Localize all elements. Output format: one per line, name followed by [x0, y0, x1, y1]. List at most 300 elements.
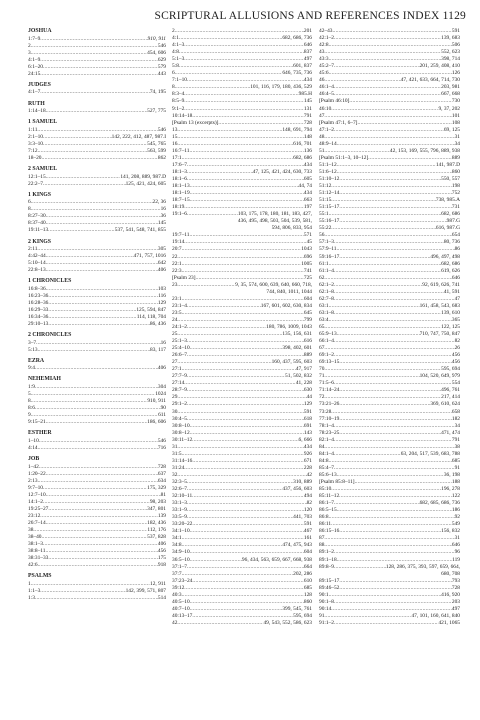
scripture-reference: 5:10–14 [28, 260, 46, 267]
page-references: 716 [157, 445, 166, 451]
index-entry [172, 620, 312, 627]
scripture-reference: 51:15–17 [319, 204, 340, 211]
page-references: 74, 195 [149, 89, 166, 96]
scripture-reference: 19:11–13 [28, 227, 49, 234]
dot-leader [329, 261, 442, 268]
dot-leader [331, 606, 452, 613]
index-entry [172, 204, 312, 211]
page-references: 658 [451, 408, 460, 415]
index-entry [319, 42, 460, 49]
book-heading: 1 KINGS [28, 191, 52, 198]
index-entry [172, 303, 312, 310]
index-entry [172, 324, 312, 331]
scripture-reference: 40:13–17 [172, 612, 193, 619]
scripture-reference: 12:1–15 [28, 173, 46, 180]
page-references: 22, 36 [152, 199, 166, 206]
scripture-reference: 40:5–10 [172, 598, 190, 605]
page-references: 671 [303, 457, 312, 464]
scripture-reference: 22 [172, 253, 178, 260]
page-references: 9, 35, 574, 600, 639, 640, 660, 718, [235, 281, 312, 288]
page-references: 51, 502, 832 [285, 373, 312, 380]
page-references: 188 [451, 479, 460, 485]
page-references: 579 [157, 63, 166, 70]
scripture-reference: 19:14 [172, 239, 185, 246]
page-references: 108 [451, 119, 460, 126]
index-entry [319, 120, 460, 127]
scripture-reference: 71:14–24 [319, 387, 340, 394]
scripture-reference: 91:1–2 [319, 619, 334, 626]
dot-leader [334, 91, 441, 98]
page-references: 197 [303, 204, 312, 211]
index-entry [172, 458, 312, 465]
dot-leader [334, 63, 420, 70]
index-entry [319, 486, 460, 493]
dot-leader [190, 190, 304, 197]
index-entry [28, 286, 166, 293]
scripture-reference: 42:8 [319, 42, 329, 49]
page-references: 369, 610, 624 [430, 401, 460, 408]
dot-leader [334, 549, 455, 556]
index-entry [172, 345, 312, 352]
index-entry [172, 352, 312, 359]
page-references: 571 [303, 232, 312, 239]
scripture-reference: 47:1–2 [319, 126, 334, 133]
dot-leader [46, 419, 147, 426]
page-references: 554 [451, 380, 460, 387]
scripture-reference: 43 [319, 49, 325, 56]
page-references: 434 [303, 443, 312, 450]
dot-leader [184, 42, 304, 49]
index-entry [319, 141, 460, 148]
page-references: 398, 402, 601 [282, 345, 312, 352]
page-references: 437, 456, 603 [282, 486, 312, 493]
scripture-reference: 48:9–14 [319, 140, 337, 147]
scripture-reference: 40:3 [172, 591, 182, 598]
page-references: 63, 204, 517, 539, 683, 788 [400, 450, 460, 457]
dot-leader [334, 500, 420, 507]
dot-leader [46, 520, 147, 527]
index-entry [319, 211, 460, 218]
dot-leader [336, 246, 454, 253]
dot-leader [334, 352, 452, 359]
scripture-reference: 65:9–13 [319, 331, 337, 338]
dot-leader [182, 542, 283, 549]
book-heading: JUDGES [28, 81, 51, 88]
scripture-reference: 30:8–12 [172, 429, 190, 436]
dot-leader [177, 444, 304, 451]
page-references: 103, 175, 178, 180, 181, 183, 427, [237, 211, 312, 218]
scripture-reference: 30:11–12 [172, 436, 193, 443]
page-references: 31 [454, 133, 460, 140]
scripture-reference: 8 [172, 84, 175, 91]
scripture-reference: 1:7–9 [28, 35, 41, 42]
dot-leader [182, 268, 304, 275]
scripture-reference: 23:1 [172, 295, 182, 302]
index-entry [172, 585, 312, 592]
page-references: 441, 703 [293, 514, 312, 521]
dot-leader [184, 239, 306, 246]
index-entry [172, 493, 312, 500]
dot-leader [35, 384, 158, 391]
index-entry [319, 373, 460, 380]
index-entry [172, 444, 312, 451]
index-entry [28, 64, 166, 71]
dot-leader [48, 293, 158, 300]
page-references: 496, 497, 498 [430, 253, 460, 260]
scripture-reference: 3 [28, 49, 31, 56]
page-references: 12, 911 [150, 580, 166, 587]
dot-leader [182, 296, 304, 303]
dot-leader [339, 430, 441, 437]
dot-leader [187, 162, 304, 169]
dot-leader [31, 412, 158, 419]
scripture-reference: 51:12–14 [319, 190, 340, 197]
page-references: 139, 610 [441, 309, 460, 316]
page-references: 646 [303, 42, 312, 49]
dot-leader [192, 437, 298, 444]
scripture-reference: 51:10–12 [319, 175, 340, 182]
dot-leader [177, 394, 306, 401]
dot-leader [190, 528, 304, 535]
scripture-reference: 63:1–8 [319, 309, 334, 316]
index-entry [319, 409, 460, 416]
book-heading: 2 SAMUEL [28, 165, 58, 172]
page-references: 637 [157, 470, 166, 477]
dot-leader [31, 581, 150, 588]
index-entry [319, 423, 460, 430]
page-references: 96, 434, 563, 659, 667, 668, 938 [241, 556, 312, 563]
dot-leader [324, 444, 454, 451]
page-references: 34 [454, 140, 460, 147]
index-entry [319, 465, 460, 472]
index-entry [172, 542, 312, 549]
page-references: 31 [454, 535, 460, 542]
index-entry [172, 500, 312, 507]
dot-leader [31, 43, 158, 50]
dot-leader [175, 70, 283, 77]
index-entry [319, 84, 460, 91]
dot-leader [190, 599, 304, 606]
scripture-reference: 34:1 [172, 535, 182, 542]
scripture-reference: 4:1–9 [28, 56, 41, 63]
dot-leader [189, 232, 303, 239]
index-entry [319, 359, 460, 366]
page-references: 604 [303, 295, 312, 302]
dot-leader [43, 541, 158, 548]
index-entry [319, 606, 460, 613]
index-entry [172, 507, 312, 514]
index-entry [319, 296, 460, 303]
page-references: 6, 666 [298, 436, 312, 443]
index-entry [28, 43, 166, 50]
scripture-reference: 31:5 [172, 450, 182, 457]
page-references: 406 [157, 541, 166, 548]
page-references: 142, 222, 412, 487, 987.I [111, 133, 166, 140]
scripture-reference: 85:6–13 [319, 471, 337, 478]
dot-leader [334, 268, 441, 275]
scripture-reference: 86:8 [319, 514, 329, 521]
index-entry [172, 528, 312, 535]
index-entry [319, 479, 460, 486]
scripture-reference: [Psalm 85:8–11] [319, 479, 355, 485]
index-columns [28, 28, 466, 712]
dot-leader [31, 398, 148, 405]
index-entry [172, 613, 312, 620]
dot-leader [196, 275, 304, 282]
page-references: 141, 208, 889, 987.D [120, 173, 166, 180]
scripture-reference: 31:14–16 [172, 457, 193, 464]
scripture-reference: 10:14–18 [172, 112, 193, 119]
scripture-reference: 2 [28, 42, 31, 49]
scripture-reference: 16:7–11 [172, 147, 190, 154]
index-entry [319, 317, 460, 324]
scripture-reference: 15 [172, 133, 178, 140]
scripture-reference: 89:46–52 [319, 584, 340, 591]
page-references: 889 [303, 352, 312, 359]
dot-leader [324, 77, 400, 84]
scripture-reference: 22:2–7 [28, 180, 43, 187]
dot-leader [332, 28, 451, 35]
page-references: 92 [454, 514, 460, 521]
index-entry [28, 527, 166, 534]
scripture-reference: 8:27–30 [28, 213, 46, 220]
index-entry [319, 239, 460, 246]
page-references: 120 [303, 507, 312, 514]
dot-leader [189, 148, 303, 155]
dot-leader [339, 578, 452, 585]
index-entry [172, 578, 312, 585]
page-references: 82 [306, 500, 312, 507]
page-references: 148, 691, 794 [282, 126, 312, 133]
scripture-reference: 1–10 [28, 437, 39, 444]
dot-leader [337, 472, 444, 479]
index-entry [172, 416, 312, 423]
page-references: 161, 458, 543, 683 [419, 302, 460, 309]
scripture-reference: 89:1–18 [319, 556, 337, 563]
index-entry [28, 227, 166, 234]
scripture-reference: 32 [172, 471, 178, 478]
page-references: 605 [303, 175, 312, 182]
dot-leader [184, 56, 304, 63]
page-references: 16 [160, 206, 166, 213]
page-references: 918 [157, 562, 166, 569]
scripture-reference: 8:6 [28, 405, 35, 412]
scripture-reference: 38 [28, 527, 34, 534]
scripture-reference: 3–7 [28, 339, 37, 346]
scripture-reference: 1 [28, 580, 31, 587]
scripture-reference: 31 [172, 443, 178, 450]
dot-leader [31, 391, 156, 398]
dot-leader [184, 380, 296, 387]
index-entry [172, 331, 312, 338]
index-entry [172, 282, 312, 289]
page-references: 201 [303, 28, 312, 34]
scripture-reference: 16:28–36 [28, 299, 49, 306]
scripture-reference: 20:7 [172, 246, 182, 253]
page-references: 83, 117 [150, 346, 166, 353]
index-entry [319, 578, 460, 585]
dot-leader [48, 300, 158, 307]
scripture-reference: 1:3 [28, 595, 35, 602]
page-references: 47, 917 [295, 366, 312, 373]
dot-leader [339, 416, 452, 423]
page-references: 434 [303, 190, 312, 197]
scripture-reference: 87 [319, 535, 325, 542]
scripture-reference: 59:16–17 [319, 253, 340, 260]
page-references: 128 [303, 591, 312, 598]
page-references: 471, 474 [441, 429, 460, 436]
page-references: 47, 125, 421, 424, 630, 733 [252, 168, 312, 175]
dot-leader [182, 451, 304, 458]
dot-leader [334, 599, 452, 606]
scripture-reference: 4:42–44 [28, 253, 46, 260]
index-entry [28, 108, 166, 115]
page-references: 175 [157, 555, 166, 562]
dot-leader [179, 63, 293, 70]
scripture-reference: 8 [28, 206, 31, 213]
page-references: 682, 686 [293, 154, 312, 161]
index-entry [28, 499, 166, 506]
page-references: 471, 757, 1016 [133, 253, 166, 260]
index-entry [28, 267, 166, 274]
scripture-reference: 26:6–7 [172, 352, 187, 359]
scripture-reference: 29 [172, 394, 178, 401]
index-entry [172, 141, 312, 148]
dot-leader [329, 56, 442, 63]
index-entry [28, 492, 166, 499]
dot-leader [329, 592, 442, 599]
dot-leader [218, 120, 304, 127]
index-entry [172, 63, 312, 70]
page-references: 497 [303, 56, 312, 63]
scripture-reference: 5 [28, 391, 31, 398]
index-entry [319, 394, 460, 401]
scripture-reference: 65 [319, 323, 325, 330]
dot-leader [182, 592, 304, 599]
dot-leader [334, 451, 401, 458]
scripture-reference: 84:1–4 [319, 450, 334, 457]
dot-leader [187, 401, 304, 408]
dot-leader [38, 148, 148, 155]
scripture-reference: 23:12 [28, 512, 41, 519]
page-references: 604 [303, 549, 312, 556]
index-entry [172, 373, 312, 380]
dot-leader [184, 465, 304, 472]
index-entry [319, 437, 460, 444]
index-entry-continuation: 680, 708 [441, 570, 460, 577]
index-entry [319, 225, 460, 232]
scripture-reference: 73:21–26 [319, 401, 340, 408]
index-entry [28, 445, 166, 452]
page-references: 985.H [298, 91, 312, 98]
dot-leader [324, 134, 454, 141]
index-entry [172, 183, 312, 190]
page-references: 591 [303, 408, 312, 415]
page-references: 728 [451, 584, 460, 591]
dot-leader [41, 534, 147, 541]
page-references: 1005 [301, 260, 312, 267]
dot-leader [324, 148, 390, 155]
scripture-reference: 91 [319, 612, 325, 619]
scripture-reference: 29:10–13 [28, 321, 49, 328]
dot-leader [38, 347, 150, 354]
scripture-reference: 2:1–10 [28, 133, 43, 140]
dot-leader [329, 317, 452, 324]
index-entry [319, 366, 460, 373]
dot-leader [324, 394, 441, 401]
index-entry [172, 106, 312, 113]
page-references: 145 [157, 220, 166, 227]
index-entry [319, 444, 460, 451]
page-references: 889 [451, 154, 460, 161]
index-entry [172, 113, 312, 120]
page-references: 139, 683 [441, 35, 460, 42]
book-heading: 2 CHRONICLES [28, 332, 72, 339]
index-entry [28, 260, 166, 267]
dot-leader [187, 500, 307, 507]
index-entry [28, 155, 166, 162]
scripture-reference: 3:3–10 [28, 140, 43, 147]
index-entry [28, 347, 166, 354]
page-references: 406 [157, 365, 166, 372]
scripture-reference: 42 [172, 619, 178, 626]
scripture-reference: 8:5–9 [172, 98, 185, 105]
dot-leader [175, 84, 251, 91]
index-entry [172, 77, 312, 84]
index-entry [319, 70, 460, 77]
dot-leader [334, 465, 455, 472]
scripture-reference: 37:23–24 [172, 577, 193, 584]
index-entry [172, 169, 312, 176]
scripture-reference: 67 [319, 345, 325, 352]
book-heading: EZRA [28, 357, 45, 364]
scripture-reference: 47 [319, 112, 325, 119]
index-entry [319, 592, 460, 599]
index-entry [28, 253, 166, 260]
scripture-reference: 18:19 [172, 204, 185, 211]
index-entry [28, 71, 166, 78]
page-references: 125, 594, 847 [136, 307, 166, 314]
page-references: 654 [451, 232, 460, 239]
scripture-reference: 38–40 [28, 534, 42, 541]
dot-leader [339, 190, 452, 197]
page-references: 630 [303, 387, 312, 394]
page-references: 667, 668 [441, 91, 460, 98]
index-entry [172, 296, 312, 303]
dot-leader [46, 286, 158, 293]
page-references: 595, 694 [441, 366, 460, 373]
dot-leader [187, 373, 285, 380]
scripture-reference: 2 [172, 28, 175, 34]
scripture-reference: 85:10 [319, 486, 332, 493]
book-heading: 2 KINGS [28, 238, 52, 245]
page-references: 104, 520, 649, 979 [419, 373, 460, 380]
dot-leader [334, 380, 452, 387]
dot-leader [31, 206, 161, 213]
dot-leader [324, 324, 441, 331]
dot-leader [337, 141, 455, 148]
index-entry [28, 321, 166, 328]
index-entry [319, 197, 460, 204]
scripture-reference: 18:1–6 [172, 175, 187, 182]
scripture-reference: 30:8–10 [172, 422, 190, 429]
scripture-reference: 1–42 [28, 463, 39, 470]
page-references: 202, 286 [293, 570, 312, 577]
book-heading: RUTH [28, 100, 45, 107]
scripture-reference: 8:3–4 [172, 91, 185, 98]
page-references: 182, 436 [147, 520, 166, 527]
index-entry [319, 246, 460, 253]
